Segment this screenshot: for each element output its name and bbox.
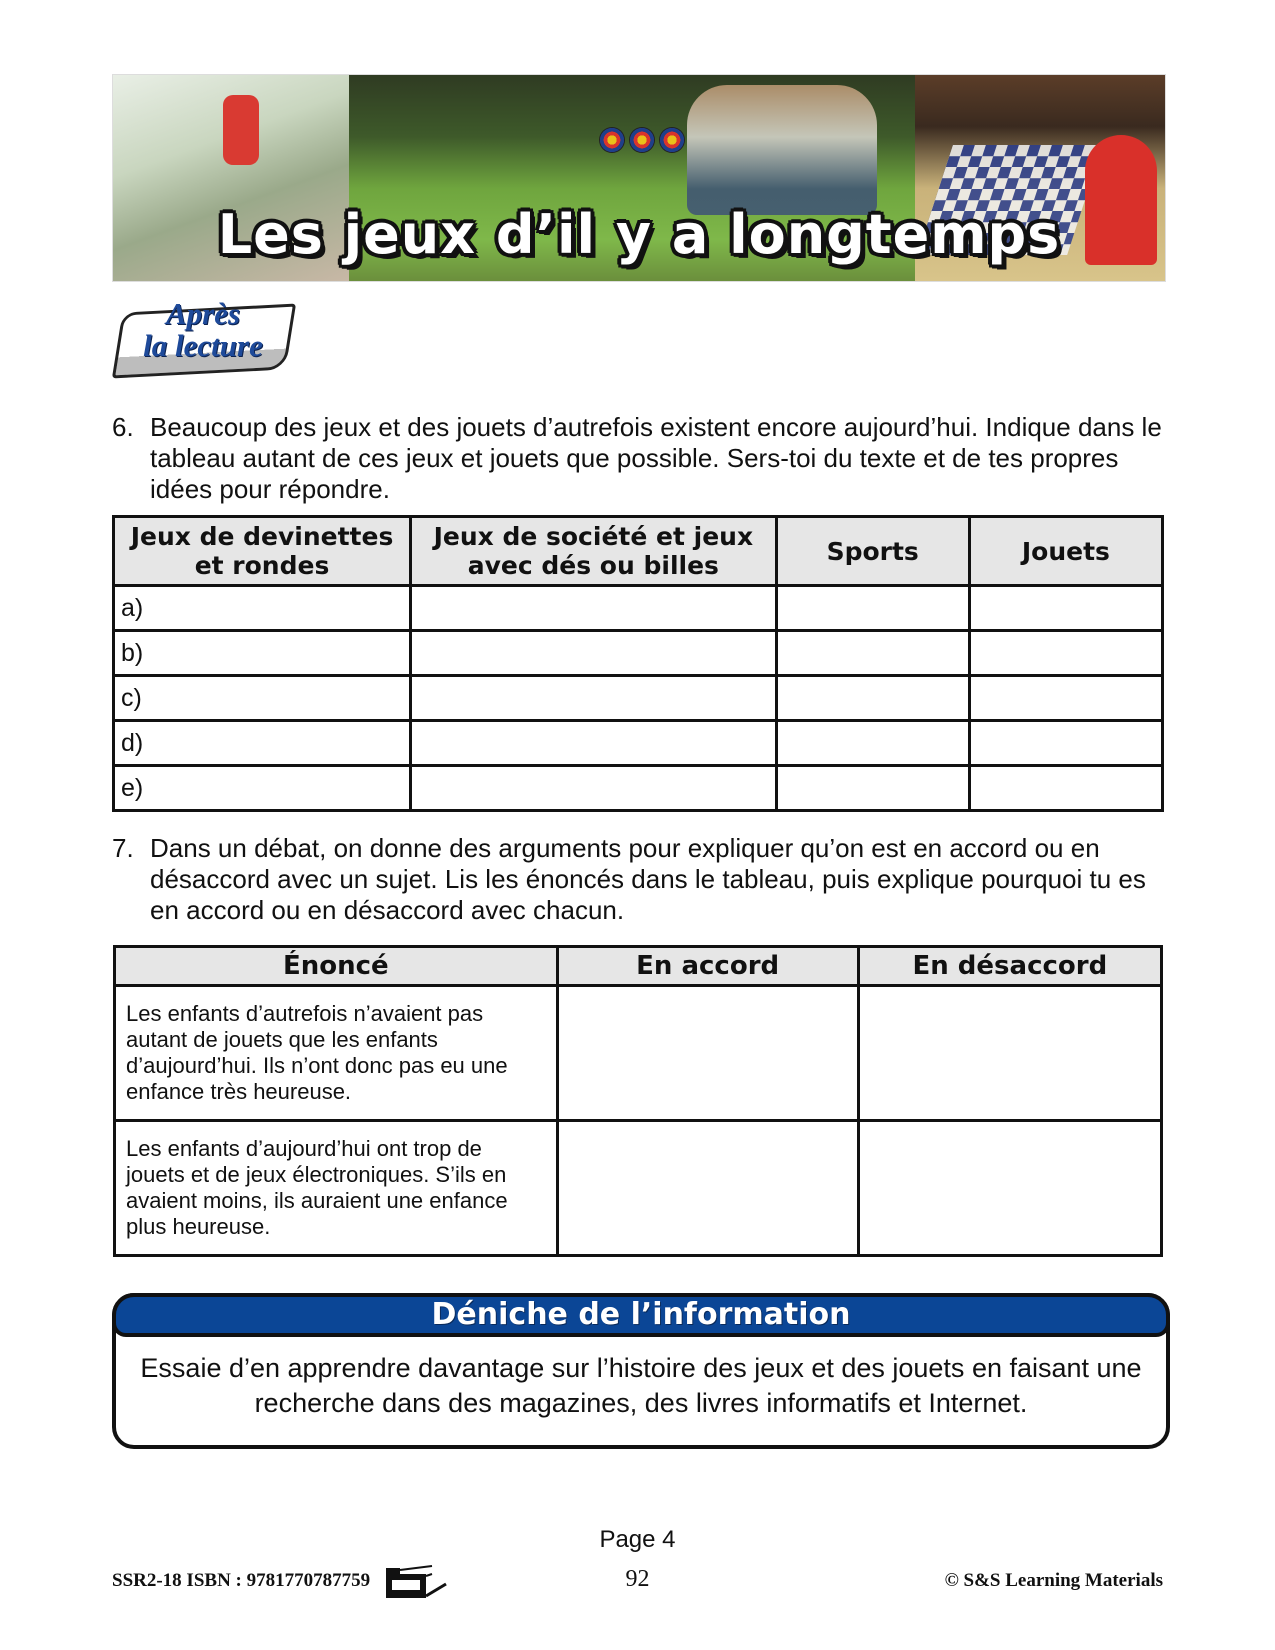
info-box-text: Essaie d’en apprendre davantage sur l’histoire des jeux et des jouets en faisant une recherche dans des magazines, des livres informatifs et Internet.: [140, 1353, 1142, 1418]
answer-cell[interactable]: [776, 721, 969, 766]
answer-cell[interactable]: [776, 586, 969, 631]
page-number: 92: [625, 1566, 650, 1592]
header-sports: Sports: [776, 517, 969, 586]
answer-cell[interactable]: [114, 631, 411, 676]
question-text: Dans un débat, on donne des arguments pour expliquer qu’on est en accord ou en désaccord avec un sujet. Lis les énoncés dans le tableau, puis explique pourquoi tu es en accord ou en désaccord avec chacun.: [150, 833, 1146, 925]
header-board-games: Jeux de société et jeux avec dés ou billes: [411, 517, 777, 586]
copyright-text: © S&S Learning Materials: [944, 1570, 1163, 1591]
answer-cell[interactable]: [776, 676, 969, 721]
row-label: e): [121, 773, 144, 802]
row-label: c): [121, 683, 142, 712]
answer-cell[interactable]: [411, 586, 777, 631]
disagree-answer-cell[interactable]: [858, 986, 1161, 1121]
badge-line-2: la lecture: [143, 328, 263, 363]
answer-cell[interactable]: [969, 631, 1162, 676]
table-row: [115, 986, 1162, 1121]
row-label: a): [121, 593, 144, 622]
agree-answer-cell[interactable]: [557, 1121, 858, 1256]
isbn-text: SSR2-18 ISBN : 9781770787759: [112, 1570, 371, 1591]
question-7: [112, 833, 1172, 926]
research-info-box: [112, 1293, 1170, 1449]
page-title: Les jeux d’il y a longtemps: [217, 203, 1061, 266]
question-text: Beaucoup des jeux et des jouets d’autrefois existent encore aujourd’hui. Indique dans le tableau autant de ces jeux et jouets que possible. Sers-toi du texte et de tes propres idées pour répondre.: [150, 412, 1162, 504]
table-header-row: [114, 517, 1163, 586]
answer-cell[interactable]: [411, 766, 777, 811]
header-guessing-games: Jeux de devinettes et rondes: [114, 517, 411, 586]
table-row: [115, 1121, 1162, 1256]
answer-cell[interactable]: [776, 631, 969, 676]
table-row: [114, 721, 1163, 766]
answer-cell[interactable]: [411, 721, 777, 766]
disagree-answer-cell[interactable]: [858, 1121, 1161, 1256]
question-6: [112, 412, 1172, 505]
info-box-title: Déniche de l’information: [112, 1293, 1170, 1337]
answer-cell[interactable]: [411, 631, 777, 676]
table-row: [114, 631, 1163, 676]
header-disagree: En désaccord: [858, 947, 1161, 986]
answer-cell[interactable]: [969, 766, 1162, 811]
answer-cell[interactable]: [411, 676, 777, 721]
statement-cell: Les enfants d’aujourd’hui ont trop de jouets et de jeux électroniques. S’ils en avaient moins, ils auraient une enfance plus heureuse.: [115, 1121, 558, 1256]
table-row: [114, 766, 1163, 811]
header-statement: Énoncé: [115, 947, 558, 986]
answer-cell[interactable]: [114, 721, 411, 766]
answer-cell[interactable]: [776, 766, 969, 811]
page-label: Page 4: [599, 1526, 676, 1553]
apres-la-lecture-badge: [112, 294, 294, 386]
header-toys: Jouets: [969, 517, 1162, 586]
table-row: [114, 586, 1163, 631]
answer-cell[interactable]: [114, 766, 411, 811]
answer-cell[interactable]: [114, 586, 411, 631]
header-agree: En accord: [557, 947, 858, 986]
row-label: b): [121, 638, 144, 667]
row-label: d): [121, 728, 144, 757]
badge-line-1: Après: [165, 296, 241, 331]
agree-answer-cell[interactable]: [557, 986, 858, 1121]
games-table: [112, 515, 1164, 812]
answer-cell[interactable]: [969, 586, 1162, 631]
answer-cell[interactable]: [969, 676, 1162, 721]
debate-table: [113, 945, 1163, 1257]
table-header-row: [115, 947, 1162, 986]
question-number: 7.: [112, 833, 134, 863]
answer-cell[interactable]: [114, 676, 411, 721]
table-row: [114, 676, 1163, 721]
statement-cell: Les enfants d’autrefois n’avaient pas autant de jouets que les enfants d’aujourd’hui. Ils n’ont donc pas eu une enfance très heureuse.: [115, 986, 558, 1121]
answer-cell[interactable]: [969, 721, 1162, 766]
question-number: 6.: [112, 412, 134, 442]
title-banner: [112, 74, 1166, 282]
footer: [112, 1564, 1163, 1600]
